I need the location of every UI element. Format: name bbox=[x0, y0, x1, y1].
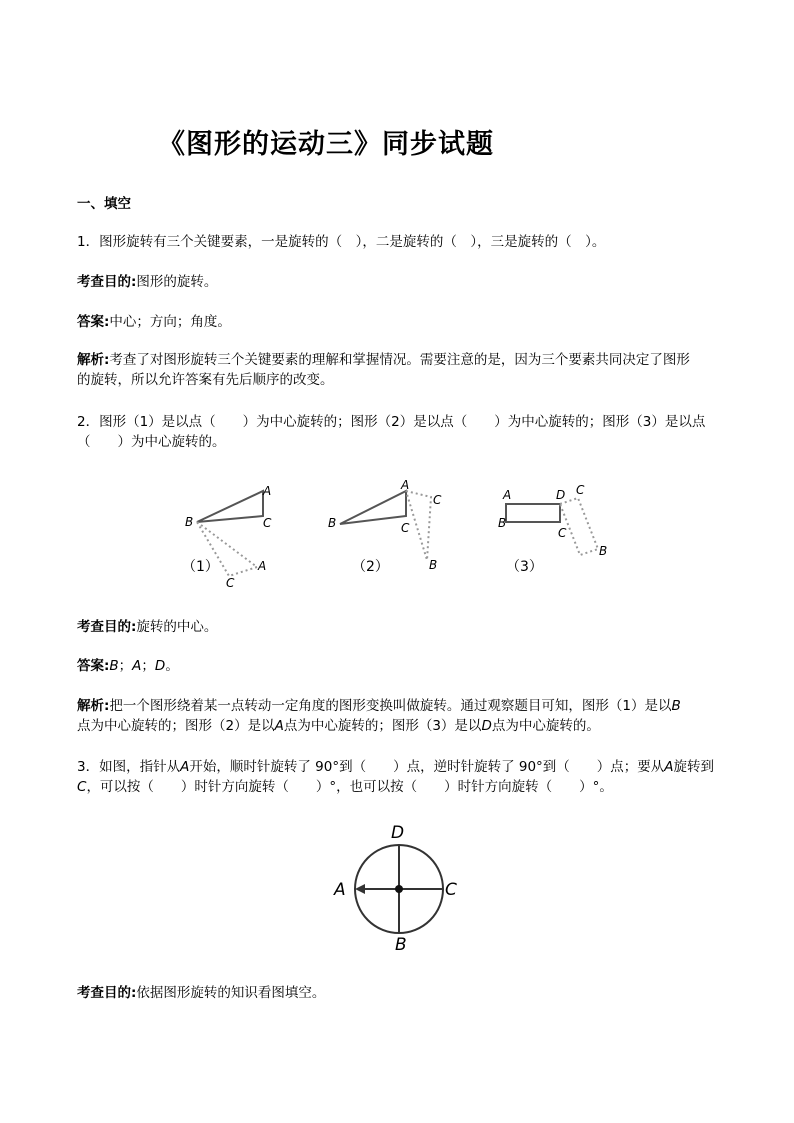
q1-answer-label: 答案: bbox=[77, 314, 110, 330]
fig2-rotated-triangle bbox=[406, 491, 431, 560]
fig1-label-b: B bbox=[185, 515, 194, 529]
q2-purpose-text: 旋转的中心。 bbox=[136, 619, 218, 635]
q2-analysis-2b: A bbox=[274, 718, 284, 734]
q3-text-1e: 旋转到 bbox=[673, 759, 715, 775]
question-1: 1．图形旋转有三个关键要素，一是旋转的（ ），二是旋转的（ ），三是旋转的（ ）。 bbox=[77, 234, 606, 250]
fig1-label-c-rot: C bbox=[226, 576, 235, 590]
q2-purpose-label: 考查目的: bbox=[77, 619, 137, 635]
q2-analysis-1a: 把一个图形绕着某一点转动一定角度的图形变换叫做旋转。通过观察题目可知，图形（1）是以 bbox=[109, 698, 672, 714]
fig1-label-c: C bbox=[263, 516, 272, 530]
q2-analysis-2a: 点为中心旋转的；图形（2）是以 bbox=[77, 718, 275, 734]
fig2-label-b-rot: B bbox=[429, 558, 438, 572]
q3-purpose bbox=[77, 983, 727, 1003]
q2-answer-sep1: ； bbox=[118, 658, 133, 674]
q1-analysis-text-2: 的旋转，所以允许答案有先后顺序的改变。 bbox=[77, 372, 334, 388]
q3-text-1c: 开始，顺时针旋转了 90°到（ ）点，逆时针旋转了 90°到（ ）点；要从 bbox=[189, 759, 665, 775]
q1-analysis-text-1: 考查了对图形旋转三个关键要素的理解和掌握情况。需要注意的是，因为三个要素共同决定了图形 bbox=[109, 352, 690, 368]
question-2 bbox=[77, 412, 727, 452]
fig2-caption: （2） bbox=[352, 559, 389, 575]
fig1-caption: （1） bbox=[182, 559, 219, 575]
figure-1 bbox=[182, 484, 272, 590]
clock-label-d: D bbox=[391, 823, 405, 843]
q2-text-2: （ ）为中心旋转的。 bbox=[77, 434, 226, 450]
fig1-label-a-rot: A bbox=[258, 559, 267, 573]
q2-answer-a: A bbox=[132, 658, 142, 674]
q1-analysis bbox=[77, 350, 727, 390]
fig2-label-a: A bbox=[401, 478, 410, 492]
q2-analysis bbox=[77, 696, 727, 736]
q2-analysis-2e: 点为中心旋转的。 bbox=[491, 718, 600, 734]
rotation-figures bbox=[170, 476, 630, 596]
q2-analysis-label: 解析: bbox=[77, 698, 110, 714]
fig2-label-b: B bbox=[328, 516, 337, 530]
q3-text-2a: C bbox=[77, 779, 87, 795]
clock-label-b: B bbox=[395, 935, 407, 955]
q2-answer-label: 答案: bbox=[77, 658, 110, 674]
fig3-label-d: D bbox=[556, 488, 566, 502]
q1-purpose bbox=[77, 272, 727, 292]
q1-analysis-label: 解析: bbox=[77, 352, 110, 368]
page-title: 《图形的运动三》同步试题 bbox=[158, 129, 494, 160]
q2-answer-sep2: ； bbox=[141, 658, 155, 674]
fig3-label-c-rot: C bbox=[576, 483, 585, 497]
q2-purpose bbox=[77, 617, 727, 637]
section-heading: 一、填空 bbox=[77, 196, 131, 212]
fig3-original-rectangle bbox=[506, 504, 560, 522]
figure-2 bbox=[328, 478, 442, 575]
center-dot bbox=[395, 885, 403, 893]
q2-text-1: 2．图形（1）是以点（ ）为中心旋转的；图形（2）是以点（ ）为中心旋转的；图形（3）是以点 bbox=[77, 414, 706, 430]
clock-label-a: A bbox=[334, 880, 346, 900]
q3-text-1b: A bbox=[180, 759, 190, 775]
pointer-arrowhead bbox=[355, 884, 365, 894]
q1-purpose-label: 考查目的: bbox=[77, 274, 137, 290]
q1-answer-text: 中心；方向；角度。 bbox=[109, 314, 231, 330]
q1-purpose-text: 图形的旋转。 bbox=[136, 274, 218, 290]
q3-purpose-label: 考查目的: bbox=[77, 985, 137, 1001]
figure-3 bbox=[498, 483, 607, 575]
fig2-label-c-rot: C bbox=[433, 493, 442, 507]
q2-answer bbox=[77, 656, 727, 676]
clock-label-c: C bbox=[445, 880, 457, 900]
question-3 bbox=[77, 757, 727, 797]
clock-dial-figure bbox=[325, 818, 475, 958]
fig1-original-triangle bbox=[197, 491, 263, 522]
q3-text-1a: 3．如图，指针从 bbox=[77, 759, 181, 775]
fig3-label-b-rot: B bbox=[599, 544, 608, 558]
q2-answer-b: B bbox=[109, 658, 119, 674]
q2-answer-end: 。 bbox=[165, 658, 179, 674]
q2-analysis-2d: D bbox=[481, 718, 492, 734]
fig3-caption: （3） bbox=[506, 559, 543, 575]
fig2-original-triangle bbox=[340, 491, 406, 524]
q3-purpose-text: 依据图形旋转的知识看图填空。 bbox=[136, 985, 326, 1001]
q2-analysis-1b: B bbox=[671, 698, 681, 714]
fig2-label-c: C bbox=[401, 521, 410, 535]
q3-text-2b: ，可以按（ ）时针方向旋转（ ）°，也可以按（ ）时针方向旋转（ ）°。 bbox=[86, 779, 613, 795]
fig3-label-b: B bbox=[498, 516, 507, 530]
q2-analysis-2c: 点为中心旋转的；图形（3）是以 bbox=[283, 718, 482, 734]
fig3-label-a: A bbox=[503, 488, 512, 502]
q3-text-1d: A bbox=[664, 759, 674, 775]
fig1-label-a: A bbox=[263, 484, 272, 498]
fig3-label-c: C bbox=[558, 526, 567, 540]
q1-answer bbox=[77, 312, 727, 332]
q2-answer-d: D bbox=[154, 658, 166, 674]
